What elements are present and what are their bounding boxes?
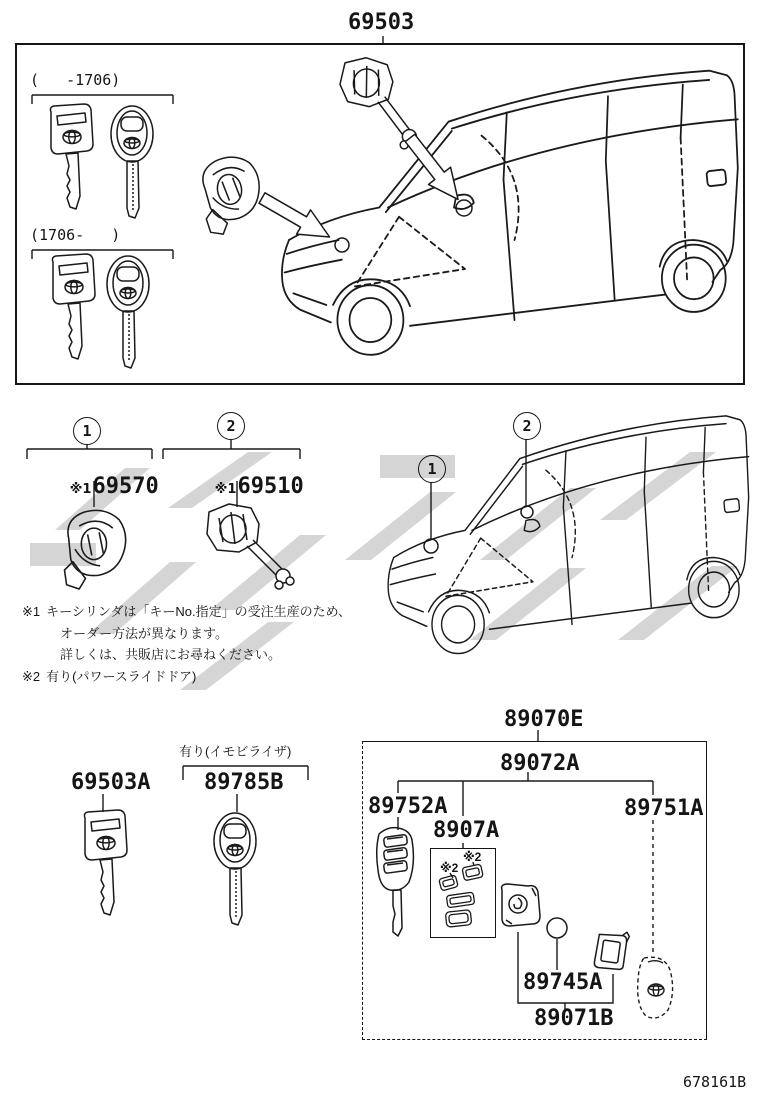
part-label-89785b: 89785B [204, 770, 284, 795]
note-1-line-3: 詳しくは、共販店にお尋ねください。 [60, 647, 282, 662]
button-note-ref-1: ※2 [440, 861, 459, 875]
part-number-69570: 69570 [92, 473, 159, 499]
note-2-text: 有り(パワースライドドア) [46, 669, 197, 684]
key-69503a-icon [84, 810, 127, 915]
vehicle-side-drawing [388, 416, 749, 654]
note-2-marker: ※2 [22, 669, 41, 684]
immobilizer-caption: 有り(イモビライザ) [179, 744, 292, 759]
part-label-89072a: 89072A [500, 751, 580, 776]
note-1-line-1 [22, 605, 351, 619]
callout-2-on-car-badge [513, 412, 541, 440]
callout-2-on-car-number: 2 [522, 417, 532, 435]
part-label-69510 [197, 458, 304, 515]
part-label-69503: 69503 [348, 10, 415, 35]
callout-2-number: 2 [226, 417, 236, 435]
callout-1-on-car-number: 1 [427, 460, 437, 478]
vehicle-overview-frame [15, 43, 745, 385]
part-label-89071b: 89071B [534, 1006, 614, 1031]
note-1-marker: ※1 [22, 604, 41, 619]
key-89785b-icon [214, 813, 256, 925]
document-number: 678161B [683, 1073, 747, 1091]
part-label-8907a: 8907A [433, 818, 500, 843]
part-label-69570 [52, 458, 159, 515]
note-1-text-1: キーシリンダは「キーNo.指定」の受注生産のため、 [46, 604, 352, 619]
callout-1-on-car-badge [418, 455, 446, 483]
production-range-early: ( -1706) [30, 71, 121, 89]
part-label-89070e: 89070E [504, 707, 584, 732]
production-range-late: (1706- ) [30, 226, 121, 244]
transmitter-kit-frame [362, 741, 707, 1040]
part-label-89752a: 89752A [368, 794, 448, 819]
part-label-89745a: 89745A [523, 970, 603, 995]
callout-1-number: 1 [82, 422, 92, 440]
part-label-89751a: 89751A [624, 796, 704, 821]
note-ref-1: ※1 [69, 481, 92, 497]
part-number-69510: 69510 [237, 473, 304, 499]
note-ref-2: ※1 [214, 481, 237, 497]
button-note-ref-2: ※2 [463, 850, 482, 864]
callout-2-badge [217, 412, 245, 440]
callout-1-badge [73, 417, 101, 445]
note-2-line [22, 670, 196, 684]
note-1-line-2: オーダー方法が異なります。 [60, 626, 228, 641]
part-label-69503a: 69503A [71, 770, 151, 795]
